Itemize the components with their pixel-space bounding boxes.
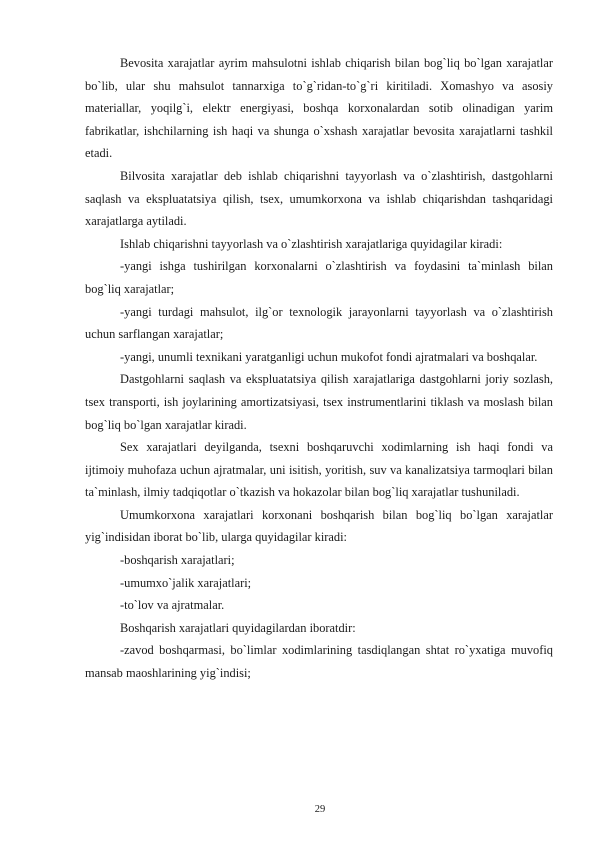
paragraph-indirect-costs: Bilvosita xarajatlar deb ishlab chiqarishni tayyorlash va o`zlashtirish, dastgohlarni saqlash va ekspluatatsiya qilish, tsex, umumkorxona va ishlab chiqarishdan tashqaridagi xarajatlarga aytiladi.	[85, 168, 553, 229]
list-item-payments: -to`lov va ajratmalar.	[120, 598, 225, 613]
paragraph-equipment-costs: Dastgohlarni saqlash va ekspluatatsiya qilish xarajatlariga dastgohlarni joriy sozlash, tsex transporti, ish joylarining amortizatsiyasi, tsex instrumentlarini tiklash va moslash bilan bog`liq bo`lgan xarajatlar kiradi.	[85, 372, 553, 432]
list-item-management-costs: -boshqarish xarajatlari;	[120, 553, 235, 568]
list-item-salaries: -zavod boshqarmasi, bo`limlar xodimlarining tasdiqlangan shtat ro`yxatiga muvofiq mansab maoshlarining yig`indisi;	[85, 643, 553, 681]
list-item-new-enterprises: -yangi ishga tushirilgan korxonalarni o`zlashtirish va foydasini ta`minlash bilan bog`liq xarajatlar;	[85, 259, 553, 296]
paragraph-management-intro: Boshqarish xarajatlari quyidagilardan iboratdir:	[120, 620, 356, 635]
page-number: 29	[314, 804, 326, 815]
list-item-general-economic-costs: -umumxo`jalik xarajatlari;	[120, 575, 252, 590]
document-page	[85, 52, 553, 685]
paragraph-direct-costs: Bevosita xarajatlar ayrim mahsulotni ishlab chiqarish bilan bog`liq bo`lgan xarajatlar bo`lib, ular shu mahsulot tannarxiga to`g`ridan-to`g`ri kiritiladi. Xomashyo va asosiy materiallar, yoqilg`i, elektr energiyasi, boshqa korxonalardan sotib olinadigan yarim fabrikatlar, ishchilarning ish haqi va shunga o`xshash xarajatlar bevosita xarajatlarni tashkil etadi.	[85, 56, 553, 161]
paragraph-preparation-intro: Ishlab chiqarishni tayyorlash va o`zlashtirish xarajatlariga quyidagilar kiradi:	[120, 236, 503, 251]
paragraph-workshop-costs: Sex xarajatlari deyilganda, tsexni boshqaruvchi xodimlarning ish haqi fondi va ijtimoiy muhofaza uchun ajratmalar, uni isitish, yoritish, suv va kanalizatsiya tarmoqlari bilan ta`minlash, ilmiy tadqiqotlar o`tkazish va hokazolar bilan bog`liq xarajatlar tushuniladi.	[85, 440, 553, 500]
list-item-bonus-fund: -yangi, unumli texnikani yaratganligi uchun mukofot fondi ajratmalari va boshqalar.	[120, 349, 538, 364]
list-item-new-products: -yangi turdagi mahsulot, ilg`or texnologik jarayonlarni tayyorlash va o`zlashtirish uchun sarflangan xarajatlar;	[85, 304, 553, 342]
paragraph-general-costs: Umumkorxona xarajatlari korxonani boshqarish bilan bog`liq bo`lgan xarajatlar yig`indisidan iborat bo`lib, ularga quyidagilar kiradi:	[85, 507, 553, 545]
